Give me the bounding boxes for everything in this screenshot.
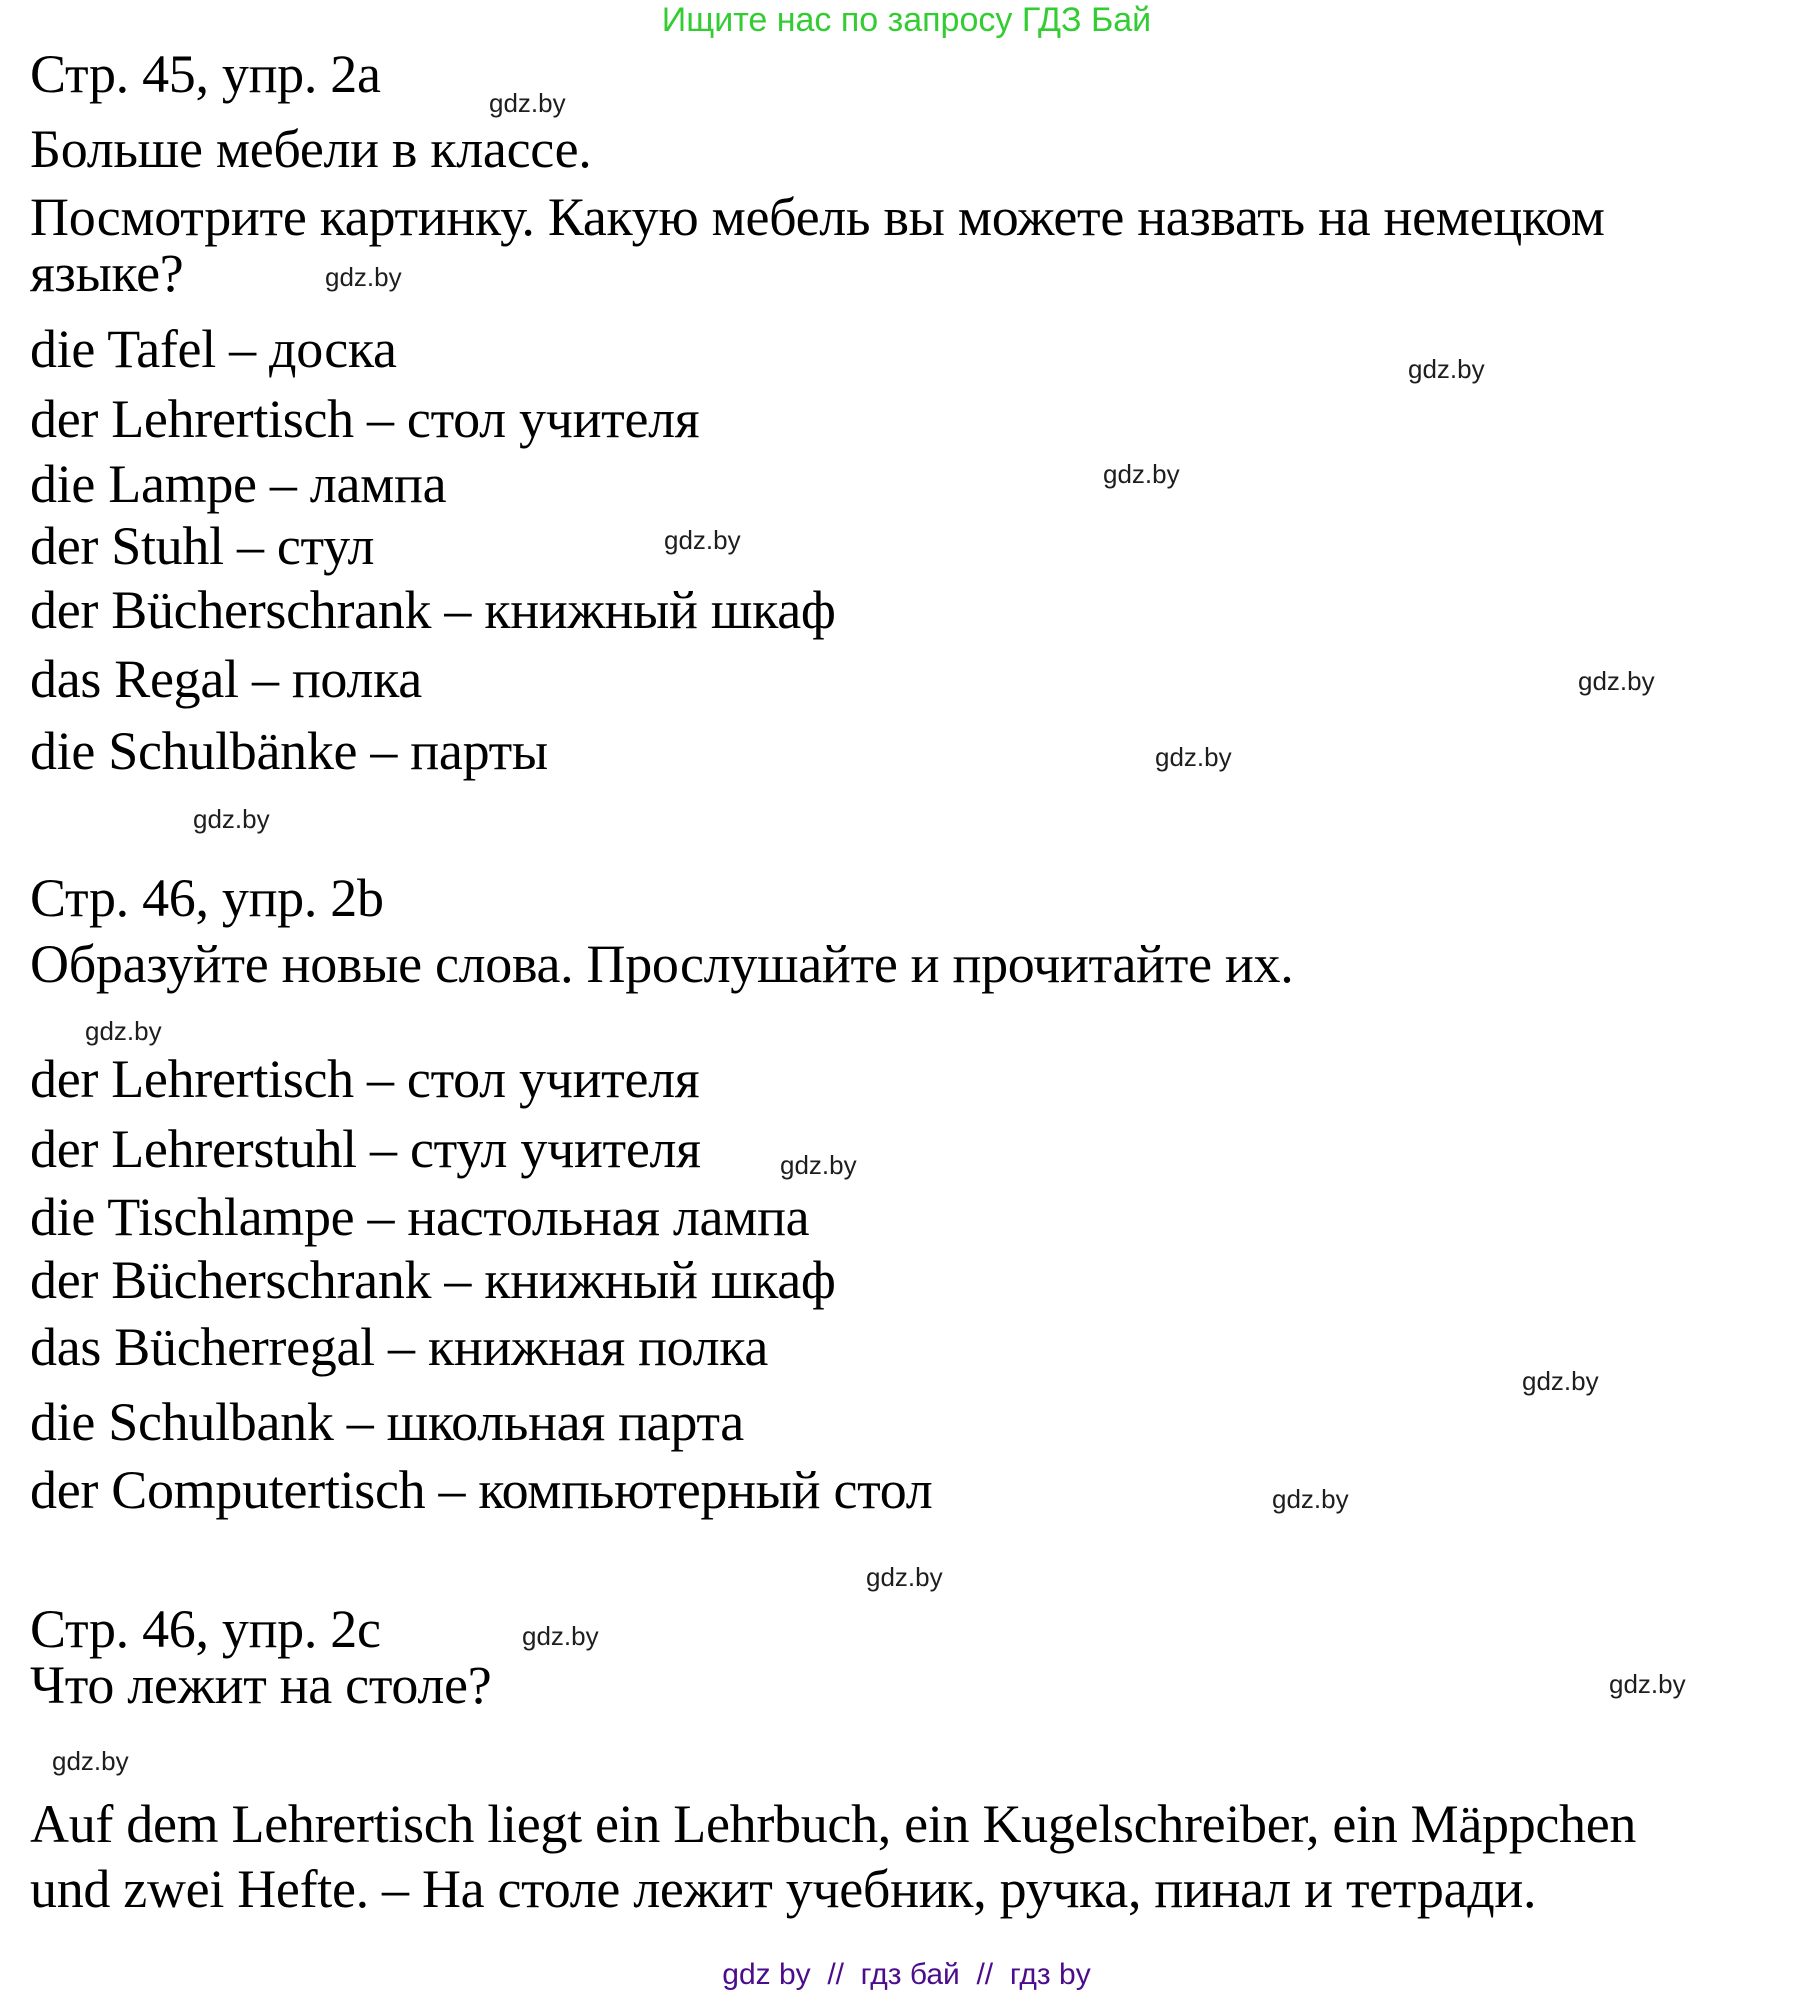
exercise-2c-heading: Стр. 46, упр. 2c bbox=[30, 1599, 381, 1659]
gdz-watermark: gdz.by bbox=[1272, 1484, 1349, 1514]
gdz-watermark: gdz.by bbox=[1522, 1366, 1599, 1396]
gdz-watermark: gdz.by bbox=[780, 1150, 857, 1180]
vocab-line: die Tafel – доска bbox=[30, 319, 397, 379]
gdz-watermark: gdz.by bbox=[85, 1016, 162, 1046]
gdz-watermark: gdz.by bbox=[866, 1562, 943, 1592]
vocab-line: das Regal – полка bbox=[30, 649, 422, 709]
gdz-watermark: gdz.by bbox=[1155, 742, 1232, 772]
exercise-2a-title: Больше мебели в классе. bbox=[30, 119, 592, 179]
vocab-line: das Bücherregal – книжная полка bbox=[30, 1317, 769, 1377]
vocab-line: der Lehrerstuhl – стул учителя bbox=[30, 1119, 701, 1179]
vocab-line: der Lehrertisch – стол учителя bbox=[30, 1049, 700, 1109]
gdz-watermark: gdz.by bbox=[522, 1621, 599, 1651]
gdz-watermark: gdz.by bbox=[1609, 1669, 1686, 1699]
gdz-watermark: gdz.by bbox=[489, 88, 566, 118]
exercise-2b-task: Образуйте новые слова. Прослушайте и прочитайте их. bbox=[30, 934, 1294, 994]
vocab-line: der Bücherschrank – книжный шкаф bbox=[30, 580, 836, 640]
exercise-2b-heading: Стр. 46, упр. 2b bbox=[30, 868, 384, 928]
gdz-watermark: gdz.by bbox=[1578, 666, 1655, 696]
vocab-line: die Tischlampe – настольная лампа bbox=[30, 1187, 810, 1247]
vocab-line: die Schulbänke – парты bbox=[30, 721, 548, 781]
exercise-2a-heading: Стр. 45, упр. 2a bbox=[30, 44, 381, 104]
footer-watermark: gdz by // гдз бай // гдз by bbox=[722, 1958, 1091, 1991]
exercise-2c-task: Что лежит на столе? bbox=[30, 1655, 492, 1715]
vocab-line: der Bücherschrank – книжный шкаф bbox=[30, 1250, 836, 1310]
exercise-2c-answer-line1: Auf dem Lehrertisch liegt ein Lehrbuch, ein Kugelschreiber, ein Mäppchen bbox=[30, 1794, 1637, 1854]
vocab-line: die Schulbank – школьная парта bbox=[30, 1392, 744, 1452]
exercise-2c-answer-line2: und zwei Hefte. – На столе лежит учебник, ручка, пинал и тетради. bbox=[30, 1859, 1537, 1919]
gdz-watermark: gdz.by bbox=[1103, 459, 1180, 489]
exercise-2a-task-line2: языке? bbox=[30, 243, 184, 303]
vocab-line: der Stuhl – стул bbox=[30, 516, 375, 576]
vocab-line: der Computertisch – компьютерный стол bbox=[30, 1460, 933, 1520]
gdz-watermark: gdz.by bbox=[1408, 354, 1485, 384]
vocab-line: die Lampe – лампа bbox=[30, 454, 447, 514]
gdz-watermark: gdz.by bbox=[664, 525, 741, 555]
gdz-watermark: gdz.by bbox=[193, 804, 270, 834]
vocab-line: der Lehrertisch – стол учителя bbox=[30, 389, 700, 449]
exercise-2a-task-line1: Посмотрите картинку. Какую мебель вы можете назвать на немецком bbox=[30, 187, 1605, 247]
promo-banner-text: Ищите нас по запросу ГДЗ Бай bbox=[661, 1, 1152, 39]
gdz-watermark: gdz.by bbox=[52, 1746, 129, 1776]
gdz-watermark: gdz.by bbox=[325, 262, 402, 292]
